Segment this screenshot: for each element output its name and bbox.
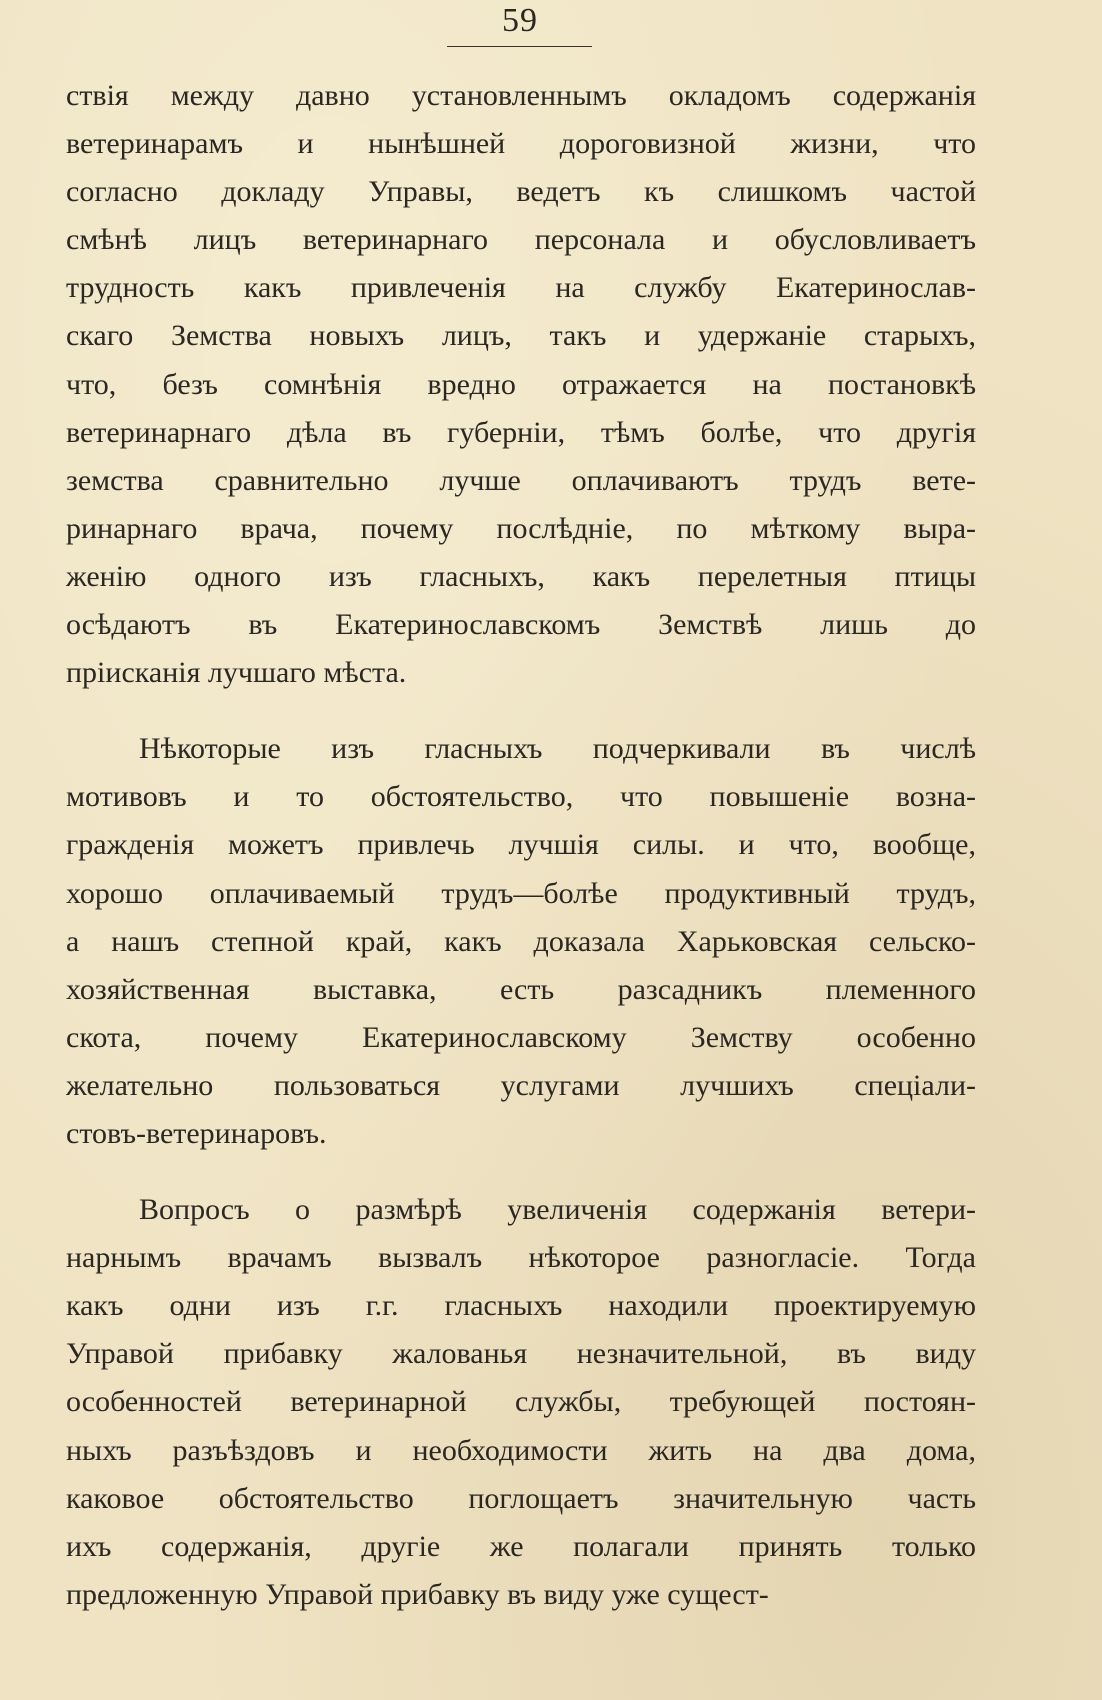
text-line: хозяйственная выставка, есть разсадникъ племенного xyxy=(66,972,976,1006)
text-line: согласно докладу Управы, ведетъ къ слишкомъ частой xyxy=(66,175,976,209)
text-line: ветеринарамъ и нынѣшней дороговизной жизни, что xyxy=(66,127,976,161)
text-line: трудность какъ привлеченія на службу Екатеринослав- xyxy=(66,271,976,305)
text-line: стовъ-ветеринаровъ. xyxy=(66,1116,327,1150)
paragraph xyxy=(66,72,976,697)
text-line: особенностей ветеринарной службы, требующей постоян- xyxy=(66,1385,976,1419)
text-line: какъ одни изъ г.г. гласныхъ находили проектируемую xyxy=(66,1289,976,1323)
text-line: пріисканія лучшаго мѣста. xyxy=(66,656,407,690)
text-line: ихъ содержанія, другіе же полагали принять только xyxy=(66,1529,976,1563)
text-line: Нѣкоторые изъ гласныхъ подчеркивали въ числѣ xyxy=(139,732,976,766)
text-line: скота, почему Екатеринославскому Земству особенно xyxy=(66,1020,976,1054)
text-line: ветеринарнаго дѣла въ губерніи, тѣмъ болѣе, что другія xyxy=(66,415,976,449)
text-line: Управой прибавку жалованья незначительной, въ виду xyxy=(66,1337,976,1371)
text-line: смѣнѣ лицъ ветеринарнаго персонала и обусловливаетъ xyxy=(66,223,976,257)
page-number: 59 xyxy=(502,2,538,39)
text-line: ствія между давно установленнымъ окладомъ содержанія xyxy=(66,79,976,112)
text-line: земства сравнительно лучше оплачиваютъ трудъ вете- xyxy=(66,463,976,497)
text-line: гражденія можетъ привлечь лучшія силы. и что, вообще, xyxy=(66,828,976,862)
text-line: Вопросъ о размѣрѣ увеличенія содержанія ветери- xyxy=(139,1193,976,1227)
paragraph-gap xyxy=(66,697,976,725)
text-line: ныхъ разъѣздовъ и необходимости жить на два дома, xyxy=(66,1433,976,1467)
text-line: ринарнаго врача, почему послѣдніе, по мѣткому выра- xyxy=(66,511,976,545)
text-line: каковое обстоятельство поглощаетъ значительную часть xyxy=(66,1481,976,1515)
text-line: желательно пользоваться услугами лучшихъ спеціали- xyxy=(66,1068,976,1102)
text-line: осѣдаютъ въ Екатеринославскомъ Земствѣ лишь до xyxy=(66,608,976,642)
text-line: мотивовъ и то обстоятельство, что повышеніе возна- xyxy=(66,780,976,814)
text-line: хорошо оплачиваемый трудъ—болѣе продуктивный трудъ, xyxy=(66,876,976,910)
text-line: нарнымъ врачамъ вызвалъ нѣкоторое разногласіе. Тогда xyxy=(66,1241,976,1275)
paragraph xyxy=(66,1186,976,1619)
text-line: а нашъ степной край, какъ доказала Харьковская сельско- xyxy=(66,924,976,958)
paragraph xyxy=(66,725,976,1158)
text-line: скаго Земства новыхъ лицъ, такъ и удержаніе старыхъ, xyxy=(66,319,976,353)
body-text xyxy=(66,72,976,1619)
paragraph-gap xyxy=(66,1158,976,1186)
text-line: что, безъ сомнѣнія вредно отражается на постановкѣ xyxy=(66,367,976,401)
text-line: женію одного изъ гласныхъ, какъ перелетныя птицы xyxy=(66,559,976,593)
text-line: предложенную Управой прибавку въ виду уже сущест- xyxy=(66,1577,769,1611)
header-rule xyxy=(447,46,592,47)
